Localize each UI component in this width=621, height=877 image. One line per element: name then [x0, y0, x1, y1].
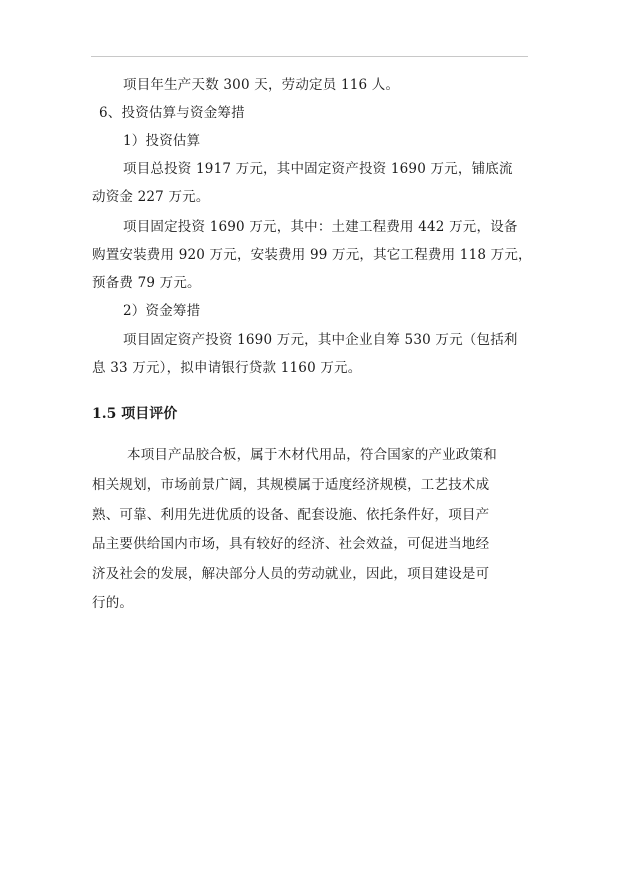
evaluation-line: 济及社会的发展，解决部分人员的劳动就业，因此，项目建设是可 — [92, 566, 490, 582]
subsection-1-heading: 1）投资估算 — [123, 133, 201, 149]
header-rule — [91, 56, 528, 57]
section-6-heading: 6、投资估算与资金筹措 — [99, 105, 245, 121]
evaluation-line: 相关规划，市场前景广阔，其规模属于适度经济规模，工艺技术成 — [92, 477, 490, 493]
paragraph-line: 项目年生产天数 300 天，劳动定员 116 人。 — [123, 77, 400, 93]
subsection-2-heading: 2）资金筹措 — [123, 303, 201, 319]
paragraph-line: 息 33 万元），拟申请银行贷款 1160 万元。 — [92, 360, 362, 376]
evaluation-line: 熟、可靠、利用先进优质的设备、配套设施、依托条件好，项目产 — [92, 507, 490, 523]
evaluation-line: 本项目产品胶合板，属于木材代用品，符合国家的产业政策和 — [127, 447, 497, 463]
paragraph-line: 项目固定资产投资 1690 万元，其中企业自筹 530 万元（包括利 — [123, 332, 518, 348]
paragraph-line: 项目总投资 1917 万元，其中固定资产投资 1690 万元，铺底流 — [123, 161, 513, 177]
paragraph-line: 动资金 227 万元。 — [92, 189, 210, 205]
paragraph-line: 项目固定投资 1690 万元，其中：土建工程费用 442 万元，设备 — [123, 219, 518, 235]
paragraph-line: 预备费 79 万元。 — [92, 275, 201, 291]
evaluation-line: 品主要供给国内市场，具有较好的经济、社会效益，可促进当地经 — [92, 536, 490, 552]
evaluation-line: 行的。 — [92, 595, 134, 611]
paragraph-line: 购置安装费用 920 万元，安装费用 99 万元，其它工程费用 118 万元， — [92, 247, 532, 263]
section-1-5-heading: 1.5 项目评价 — [92, 406, 178, 422]
